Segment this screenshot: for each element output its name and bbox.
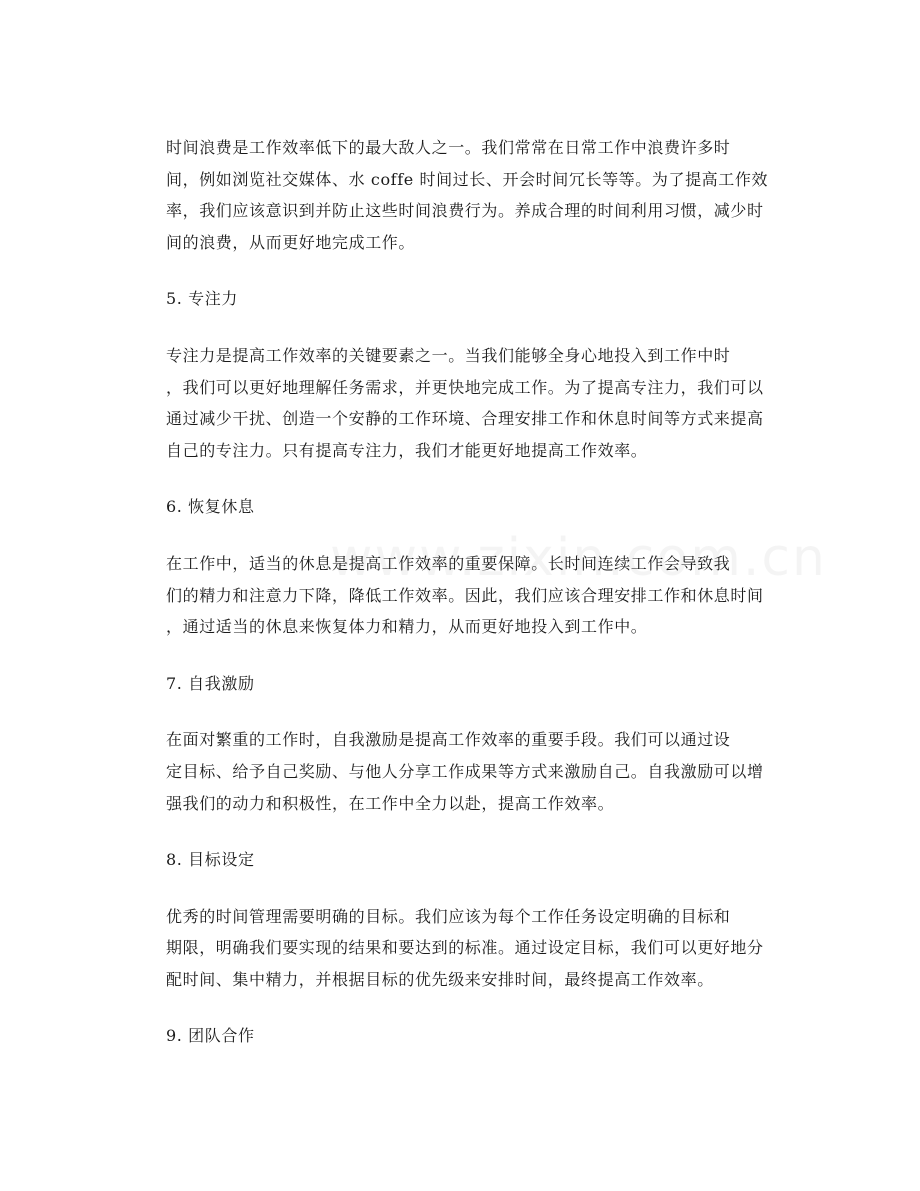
paragraph-line: 专注力是提高工作效率的关键要素之一。当我们能够全身心地投入到工作中时 [166, 345, 731, 365]
section-heading-focus: 5. 专注力 [166, 289, 238, 309]
document-body [166, 132, 786, 1052]
paragraph-line: 在工作中，适当的休息是提高工作效率的重要保障。长时间连续工作会导致我 [166, 553, 731, 573]
paragraph-line: 率，我们应该意识到并防止这些时间浪费行为。养成合理的时间利用习惯，减少时 [166, 201, 764, 221]
paragraph-line: 期限，明确我们要实现的结果和要达到的标准。通过设定目标，我们可以更好地分 [166, 938, 764, 958]
paragraph-self-motivation [166, 724, 786, 819]
section-heading-teamwork: 9. 团队合作 [166, 1026, 255, 1046]
section-heading-rest: 6. 恢复休息 [166, 497, 255, 517]
paragraph-line: 优秀的时间管理需要明确的目标。我们应该为每个工作任务设定明确的目标和 [166, 906, 731, 926]
paragraph-line: 间，例如浏览社交媒体、水 coffe 时间过长、开会时间冗长等等。为了提高工作效 [166, 169, 769, 189]
paragraph-line: 自己的专注力。只有提高专注力，我们才能更好地提高工作效率。 [166, 440, 648, 460]
paragraph-line: 强我们的动力和积极性，在工作中全力以赴，提高工作效率。 [166, 793, 615, 813]
paragraph-line: 配时间、集中精力，并根据目标的优先级来安排时间，最终提高工作效率。 [166, 969, 714, 989]
paragraph-focus [166, 340, 786, 466]
paragraph-goal-setting [166, 901, 786, 996]
paragraph-rest [166, 548, 786, 643]
paragraph-time-waste [166, 132, 786, 258]
paragraph-line: 定目标、给予自己奖励、与他人分享工作成果等方式来激励自己。自我激励可以增 [166, 761, 764, 781]
paragraph-line: 间的浪费，从而更好地完成工作。 [166, 232, 416, 252]
paragraph-line: 时间浪费是工作效率低下的最大敌人之一。我们常常在日常工作中浪费许多时 [166, 138, 731, 157]
paragraph-line: 在面对繁重的工作时，自我激励是提高工作效率的重要手段。我们可以通过设 [166, 730, 731, 750]
paragraph-line: 通过减少干扰、创造一个安静的工作环境、合理安排工作和休息时间等方式来提高 [166, 409, 764, 429]
paragraph-line: 们的精力和注意力下降，降低工作效率。因此，我们应该合理安排工作和休息时间 [166, 585, 764, 605]
paragraph-line: ，通过适当的休息来恢复体力和精力，从而更好地投入到工作中。 [166, 617, 648, 637]
paragraph-line: ，我们可以更好地理解任务需求，并更快地完成工作。为了提高专注力，我们可以 [166, 377, 764, 397]
section-heading-self-motivation: 7. 自我激励 [166, 673, 255, 693]
section-heading-goal-setting: 8. 目标设定 [166, 850, 255, 870]
